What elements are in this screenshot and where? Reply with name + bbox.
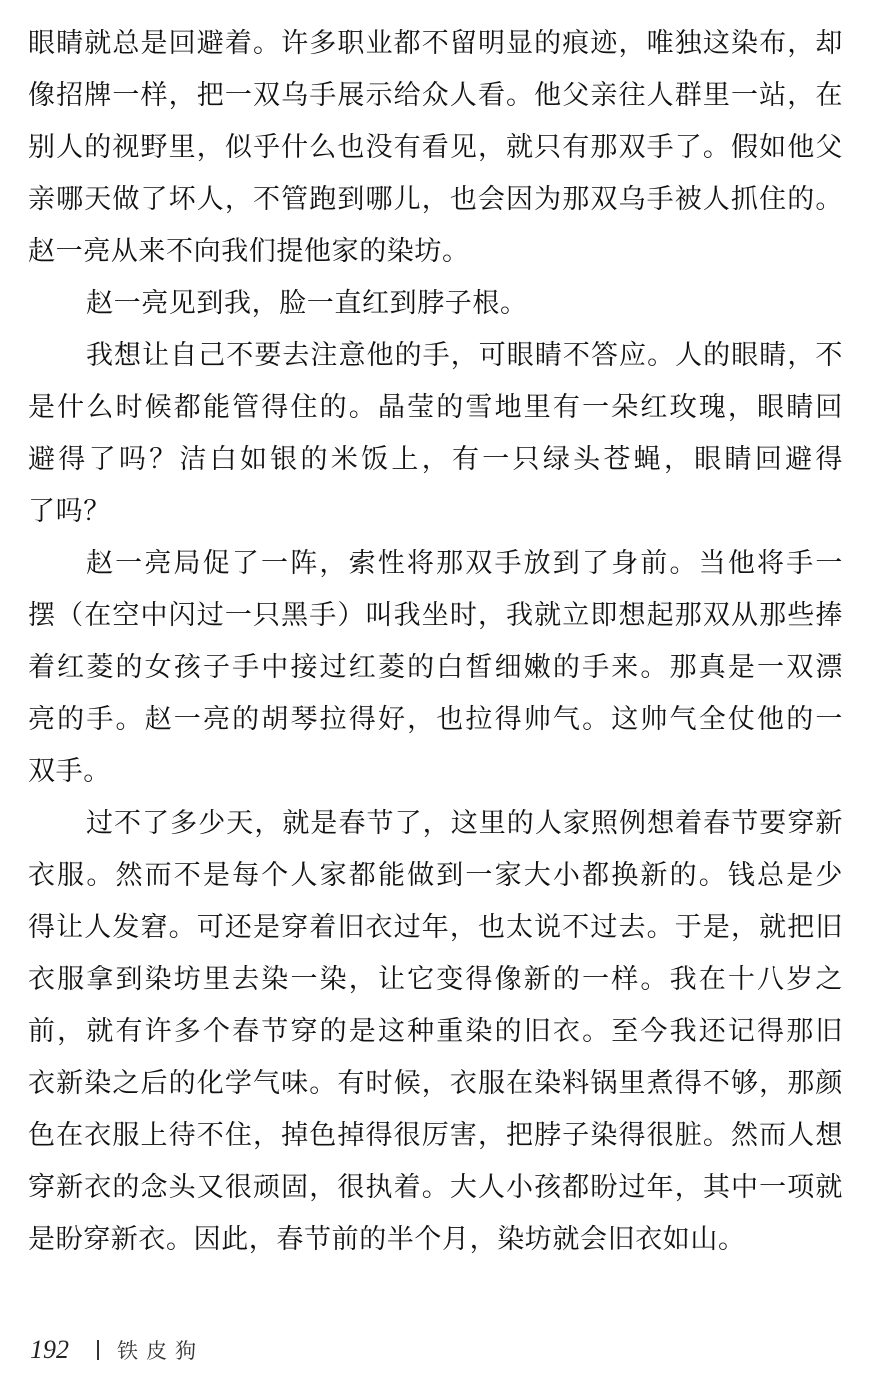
page-number: 192 — [30, 1335, 69, 1364]
text-line: 衣服拿到染坊里去染一染，让它变得像新的一样。我在十八岁之 — [28, 964, 843, 995]
text-line: 亲哪天做了坏人，不管跑到哪儿，也会因为那双乌手被人抓住的。 — [28, 184, 843, 215]
page-footer — [30, 1332, 204, 1368]
paragraph — [28, 798, 843, 1266]
paragraph — [28, 18, 843, 278]
text-line: 衣新染之后的化学气味。有时候，衣服在染料锅里煮得不够，那颜 — [28, 1068, 843, 1099]
text-line: 双手。 — [28, 756, 111, 787]
paragraph — [28, 538, 843, 798]
text-line: 穿新衣的念头又很顽固，很执着。大人小孩都盼过年，其中一项就 — [28, 1172, 843, 1203]
text-line: 过不了多少天，就是春节了，这里的人家照例想着春节要穿新 — [86, 808, 843, 839]
page-body — [28, 18, 843, 1266]
text-line: 我想让自己不要去注意他的手，可眼睛不答应。人的眼睛，不 — [86, 340, 843, 371]
text-line: 前，就有许多个春节穿的是这种重染的旧衣。至今我还记得那旧 — [28, 1016, 843, 1047]
text-line: 得让人发窘。可还是穿着旧衣过年，也太说不过去。于是，就把旧 — [28, 912, 843, 943]
text-line: 摆（在空中闪过一只黑手）叫我坐时，我就立即想起那双从那些捧 — [28, 600, 843, 631]
text-line: 避得了吗？洁白如银的米饭上，有一只绿头苍蝇，眼睛回避得 — [28, 444, 843, 475]
text-line: 衣服。然而不是每个人家都能做到一家大小都换新的。钱总是少 — [28, 860, 843, 891]
text-line: 色在衣服上待不住，掉色掉得很厉害，把脖子染得很脏。然而人想 — [28, 1120, 843, 1151]
text-line: 了吗？ — [28, 496, 111, 527]
text-line: 赵一亮从来不向我们提他家的染坊。 — [28, 236, 470, 267]
book-title: 铁皮狗 — [117, 1339, 204, 1363]
footer-divider — [97, 1340, 99, 1360]
text-line: 着红菱的女孩子手中接过红菱的白皙细嫩的手来。那真是一双漂 — [28, 652, 843, 683]
text-line: 像招牌一样，把一双乌手展示给众人看。他父亲往人群里一站，在 — [28, 80, 843, 111]
text-line: 眼睛就总是回避着。许多职业都不留明显的痕迹，唯独这染布，却 — [28, 28, 843, 59]
text-line: 赵一亮局促了一阵，索性将那双手放到了身前。当他将手一 — [86, 548, 843, 579]
text-line: 是盼穿新衣。因此，春节前的半个月，染坊就会旧衣如山。 — [28, 1224, 746, 1255]
paragraph — [28, 330, 843, 538]
text-line: 别人的视野里，似乎什么也没有看见，就只有那双手了。假如他父 — [28, 132, 843, 163]
paragraph — [28, 278, 843, 330]
text-line: 亮的手。赵一亮的胡琴拉得好，也拉得帅气。这帅气全仗他的一 — [28, 704, 843, 735]
text-line: 赵一亮见到我，脸一直红到脖子根。 — [86, 288, 528, 319]
text-line: 是什么时候都能管得住的。晶莹的雪地里有一朵红玫瑰，眼睛回 — [28, 392, 843, 423]
